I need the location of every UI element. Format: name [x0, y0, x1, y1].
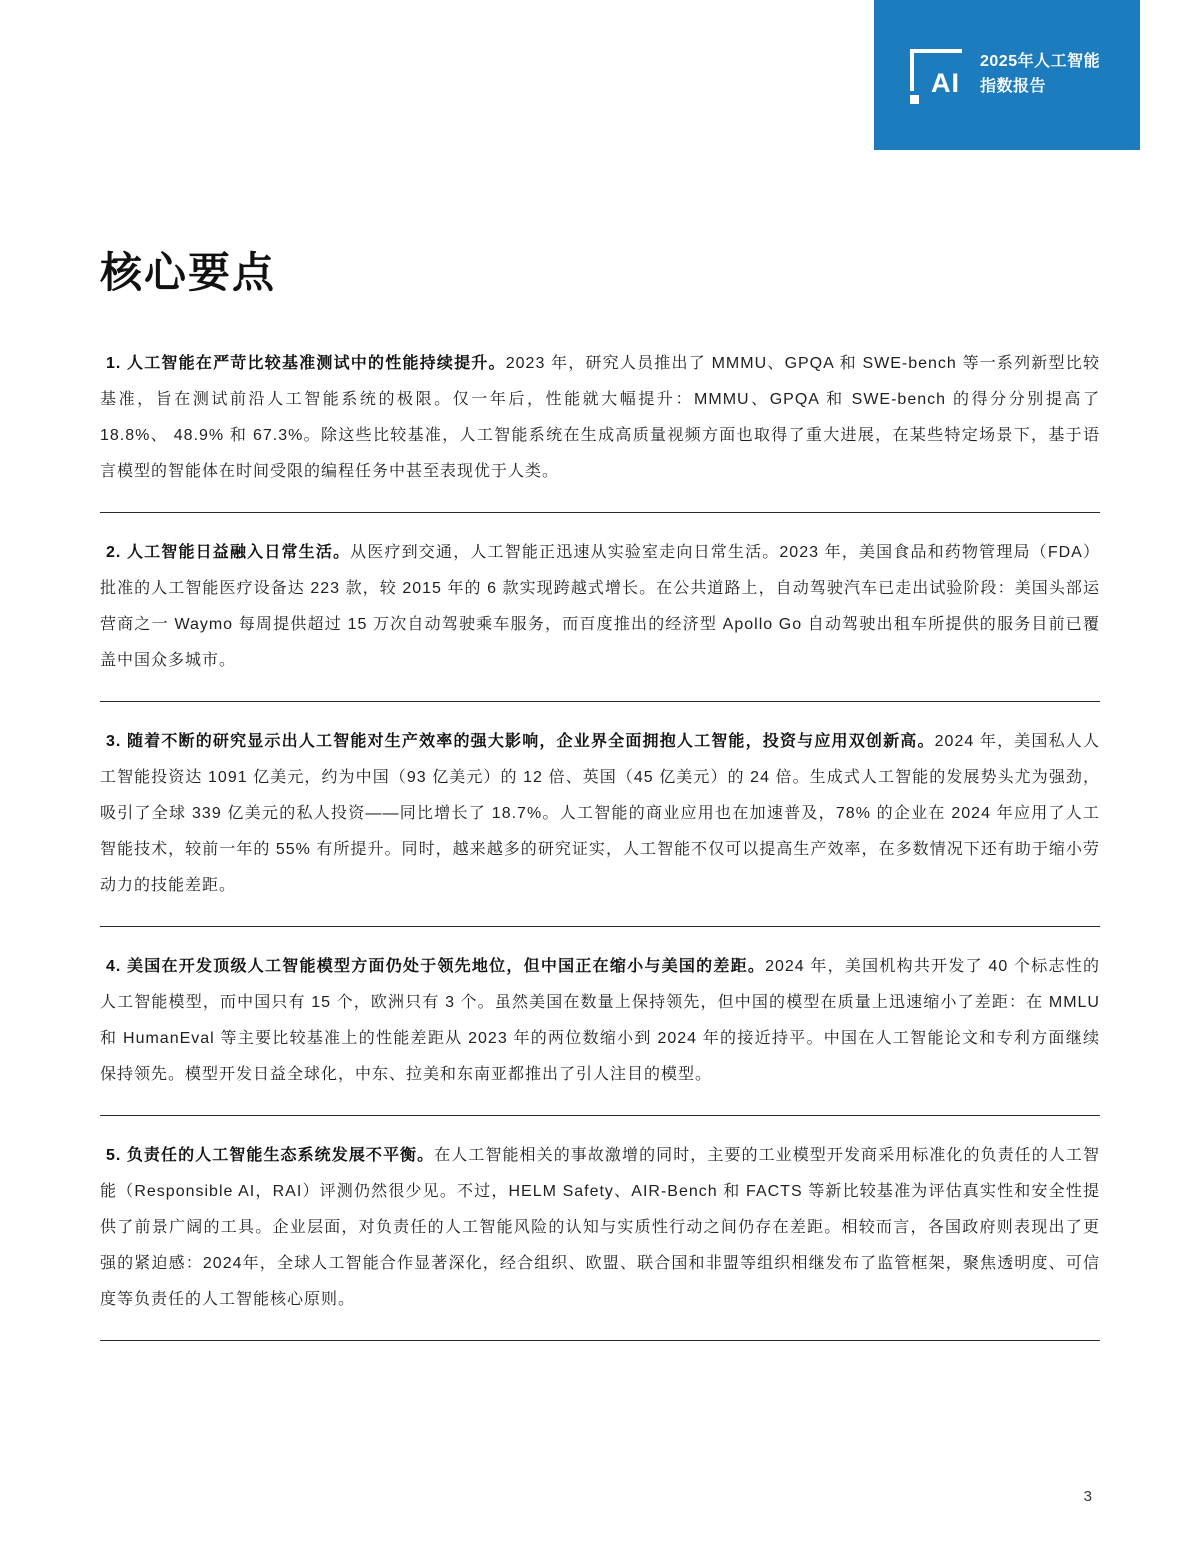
ai-logo-dot	[910, 95, 919, 104]
takeaway-5-body: 在人工智能相关的事故激增的同时，主要的工业模型开发商采用标准化的负责任的人工智能（Responsible AI，RAI）评测仍然很少见。不过，HELM Safety、AIR-Bench 和 FACTS 等新比较基准为评估真实性和安全性提供了前景广阔的工具。企业层面，对负责任的人工智能风险的认知与实质性行动之间仍存在差距。相较而言，各国政府则表现出了更强的紧迫感：2024年，全球人工智能合作显著深化，经合组织、欧盟、联合国和非盟等组织相继发布了监管框架，聚焦透明度、可信度等负责任的人工智能核心原则。	[100, 1147, 1100, 1308]
takeaway-1-lead: 1. 人工智能在严苛比较基准测试中的性能持续提升。	[106, 355, 506, 372]
report-badge-title-line2: 指数报告	[980, 78, 1047, 95]
takeaway-1	[100, 346, 1100, 513]
divider	[100, 701, 1100, 702]
divider	[100, 926, 1100, 927]
ai-index-logo-icon	[910, 49, 962, 98]
takeaway-3-text	[100, 724, 1100, 904]
takeaway-5-lead: 5. 负责任的人工智能生态系统发展不平衡。	[106, 1147, 435, 1164]
takeaway-2-lead: 2. 人工智能日益融入日常生活。	[106, 544, 351, 561]
report-badge	[874, 0, 1140, 150]
divider	[100, 1115, 1100, 1116]
takeaway-4	[100, 949, 1100, 1116]
divider	[100, 1340, 1100, 1341]
page-title: 核心要点	[100, 249, 277, 296]
divider	[100, 512, 1100, 513]
takeaway-4-lead: 4. 美国在开发顶级人工智能模型方面仍处于领先地位，但中国正在缩小与美国的差距。	[106, 958, 766, 975]
takeaway-4-text	[100, 949, 1100, 1093]
takeaway-3	[100, 724, 1100, 927]
takeaway-3-lead: 3. 随着不断的研究显示出人工智能对生产效率的强大影响，企业界全面拥抱人工智能，投资与应用双创新高。	[106, 733, 935, 750]
takeaway-5-text	[100, 1138, 1100, 1318]
takeaway-4-body: 2024 年，美国机构共开发了 40 个标志性的人工智能模型，而中国只有 15 个，欧洲只有 3 个。虽然美国在数量上保持领先，但中国的模型在质量上迅速缩小了差距：在 MMLU 和 HumanEval 等主要比较基准上的性能差距从 2023 年的两位数缩小到 2024 年的接近持平。中国在人工智能论文和专利方面继续保持领先。模型开发日益全球化，中东、拉美和东南亚都推出了引人注目的模型。	[100, 958, 1100, 1083]
takeaway-1-body: 2023 年，研究人员推出了 MMMU、GPQA 和 SWE-bench 等一系列新型比较基准，旨在测试前沿人工智能系统的极限。仅一年后，性能就大幅提升：MMMU、GPQA 和 SWE-bench 的得分分别提高了 18.8%、 48.9% 和 67.3%。除这些比较基准，人工智能系统在生成高质量视频方面也取得了重大进展，在某些特定场景下，基于语言模型的智能体在时间受限的编程任务中甚至表现优于人类。	[100, 355, 1100, 480]
ai-logo-text: AI	[931, 68, 960, 98]
page-number: 3	[1083, 1488, 1092, 1505]
report-badge-title	[980, 50, 1100, 100]
takeaway-2	[100, 535, 1100, 702]
takeaway-2-text	[100, 535, 1100, 679]
takeaway-1-text	[100, 346, 1100, 490]
report-badge-title-line1: 2025年人工智能	[980, 53, 1101, 71]
takeaway-3-body: 2024 年，美国私人人工智能投资达 1091 亿美元，约为中国（93 亿美元）的 12 倍、英国（45 亿美元）的 24 倍。生成式人工智能的发展势头尤为强劲，吸引了全球 339 亿美元的私人投资——同比增长了 18.7%。人工智能的商业应用也在加速普及，78% 的企业在 2024 年应用了人工智能技术，较前一年的 55% 有所提升。同时，越来越多的研究证实，人工智能不仅可以提高生产效率，在多数情况下还有助于缩小劳动力的技能差距。	[100, 733, 1100, 894]
takeaway-5	[100, 1138, 1100, 1341]
takeaway-2-body: 从医疗到交通，人工智能正迅速从实验室走向日常生活。2023 年，美国食品和药物管理局（FDA）批准的人工智能医疗设备达 223 款，较 2015 年的 6 款实现跨越式增长。在公共道路上，自动驾驶汽车已走出试验阶段：美国头部运营商之一 Waymo 每周提供超过 15 万次自动驾驶乘车服务，而百度推出的经济型 Apollo Go 自动驾驶出租车所提供的服务目前已覆盖中国众多城市。	[100, 544, 1100, 669]
